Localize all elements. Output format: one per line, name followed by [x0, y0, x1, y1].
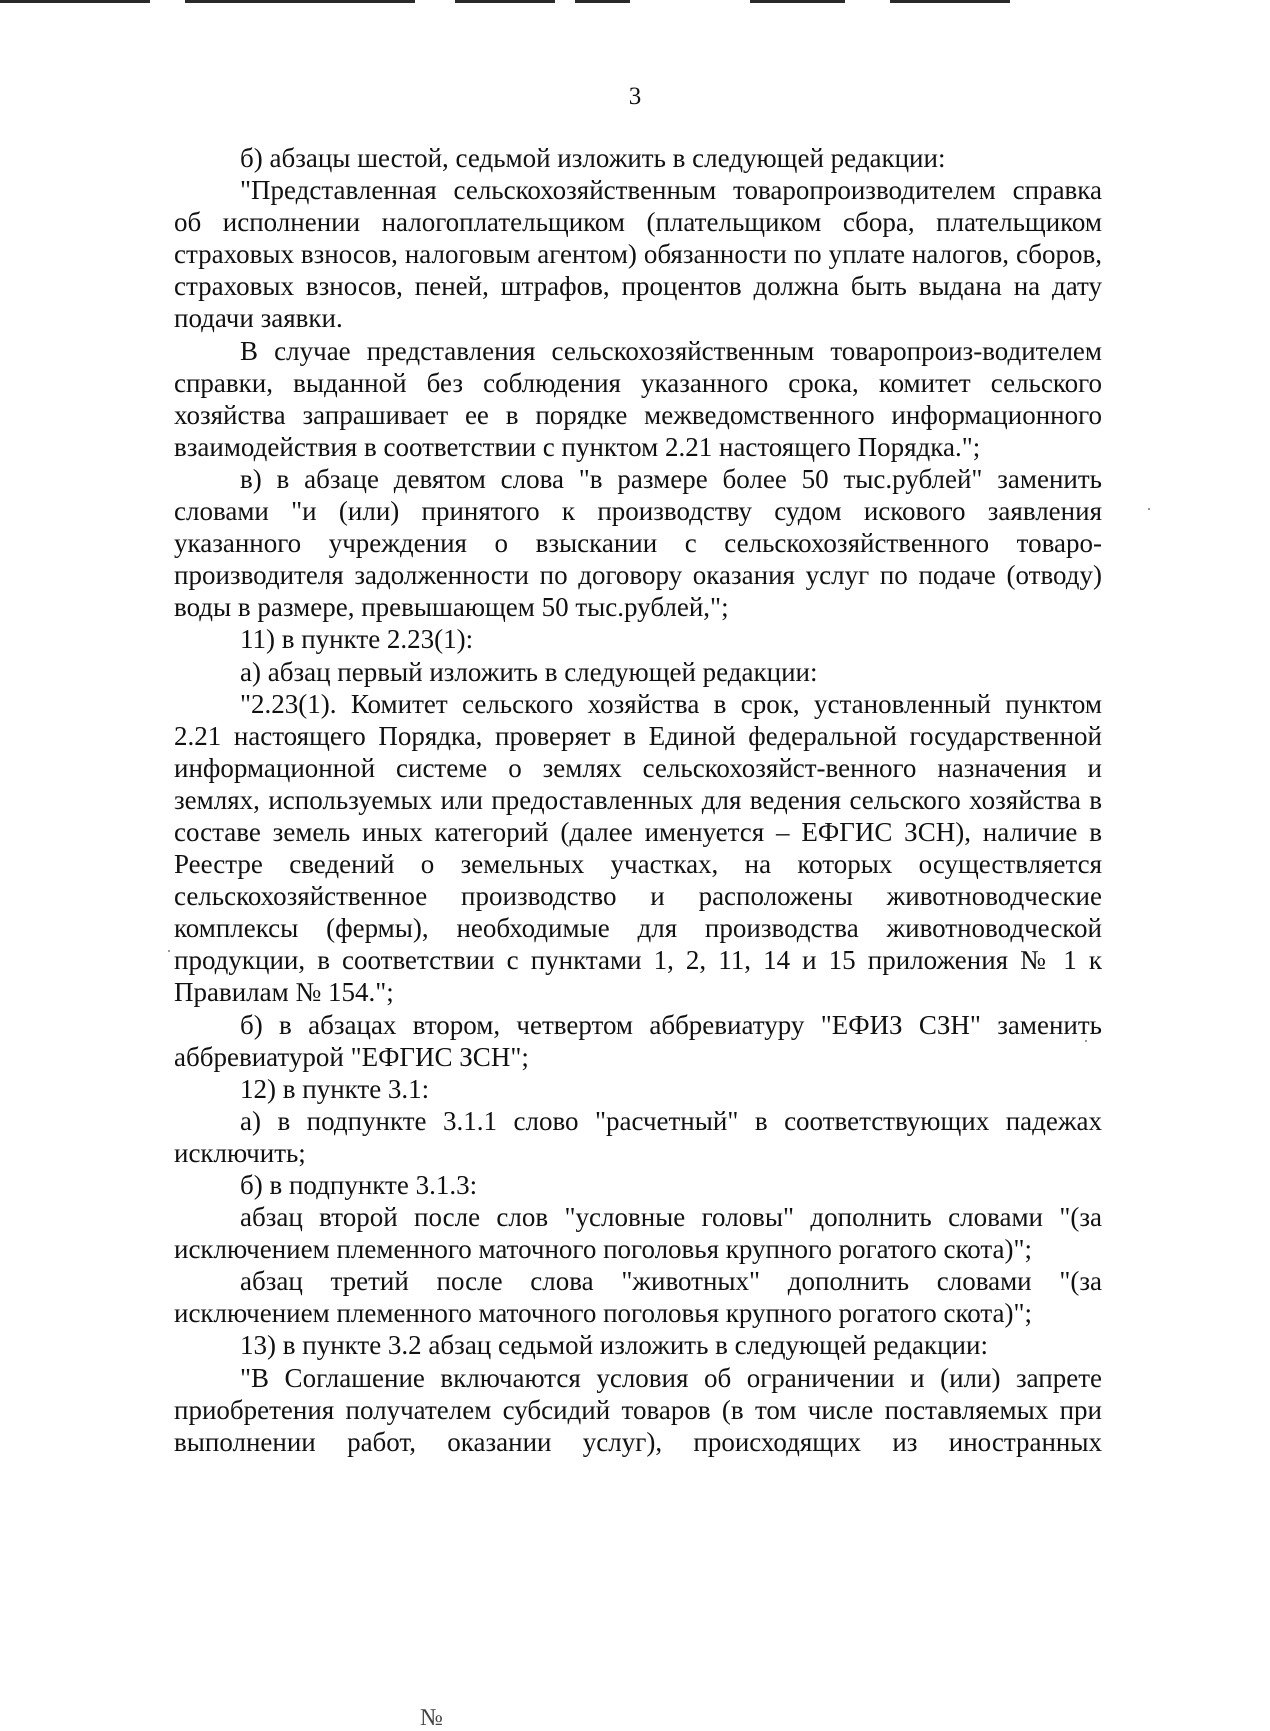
paragraph: "В Соглашение включаются условия об ограничении и (или) запрете приобретения получателем субсидий товаров (в том числе поставляемых при выполнении работ, оказании услуг), происходящих из иностранных	[174, 1362, 1102, 1457]
scan-speck	[1085, 1040, 1087, 1042]
paragraph: б) абзацы шестой, седьмой изложить в следующей редакции:	[240, 143, 946, 173]
document-body	[174, 142, 1102, 1458]
paragraph: в) в абзаце девятом слова "в размере более 50 тыс.рублей" заменить словами "и (или) принятого к производству судом искового заявления указанного учреждения о взыскании с сельскохозяйственного товаро-производителя задолженности по договору оказания услуг по подаче (отводу) воды в размере, превышающем 50 тыс.рублей,";	[174, 463, 1102, 623]
scan-edge-mark	[455, 0, 555, 3]
scan-edge-mark	[575, 0, 630, 3]
paragraph: абзац третий после слова "животных" дополнить словами "(за исключением племенного маточного поголовья крупного рогатого скота)";	[174, 1266, 1102, 1329]
paragraph: В случае представления сельскохозяйственным товаропроиз-водителем справки, выданной без соблюдения указанного срока, комитет сельского хозяйства запрашивает ее в порядке межведомственного информационного взаимодействия в соответствии с пунктом 2.21 настоящего Порядка.";	[174, 335, 1102, 462]
paragraph: б) в абзацах втором, четвертом аббревиатуру "ЕФИЗ СЗН" заменить аббревиатурой "ЕФГИС ЗСН";	[174, 1009, 1102, 1072]
paragraph: а) абзац первый изложить в следующей редакции:	[240, 656, 818, 687]
paragraph: 11) в пункте 2.23(1):	[240, 624, 474, 655]
scan-edge-mark	[185, 0, 415, 3]
page-number: 3	[628, 83, 642, 110]
scan-speck	[1148, 508, 1150, 510]
footer-fragment: №	[420, 1705, 443, 1731]
paragraph: а) в подпункте 3.1.1 слово "расчетный" в соответствующих падежах исключить;	[174, 1105, 1102, 1168]
paragraph: 13) в пункте 3.2 абзац седьмой изложить в следующей редакции:	[240, 1330, 988, 1361]
scan-speck	[168, 950, 170, 952]
paragraph: 12) в пункте 3.1:	[240, 1073, 430, 1104]
paragraph: "2.23(1). Комитет сельского хозяйства в срок, установленный пунктом 2.21 настоящего Порядка, проверяет в Единой федеральной государственной информационной системе о землях сельскохозяйст-венного назначения и землях, используемых или предоставленных для ведения сельского хозяйства в составе земель иных категорий (далее именуется – ЕФГИС ЗСН), наличие в Реестре сведений о земельных участках, на которых осуществляется сельскохозяйственное производство и расположены животноводческие комплексы (фермы), необходимые для производства животноводческой продукции, в соответствии с пунктами 1, 2, 11, 14 и 15 приложения № 1 к Правилам № 154.";	[174, 688, 1102, 1008]
scan-edge-mark	[890, 0, 1010, 3]
paragraph: абзац второй после слов "условные головы" дополнить словами "(за исключением племенного маточного поголовья крупного рогатого скота)";	[174, 1202, 1102, 1265]
scan-edge-mark	[0, 0, 150, 3]
paragraph: "Представленная сельскохозяйственным товаропроизводителем справка об исполнении налогоплательщиком (плательщиком сбора, плательщиком страховых взносов, налоговым агентом) обязанности по уплате налогов, сборов, страховых взносов, пеней, штрафов, процентов должна быть выдана на дату подачи заявки.	[174, 175, 1102, 334]
paragraph: б) в подпункте 3.1.3:	[240, 1170, 478, 1200]
scan-edge-mark	[750, 0, 845, 3]
